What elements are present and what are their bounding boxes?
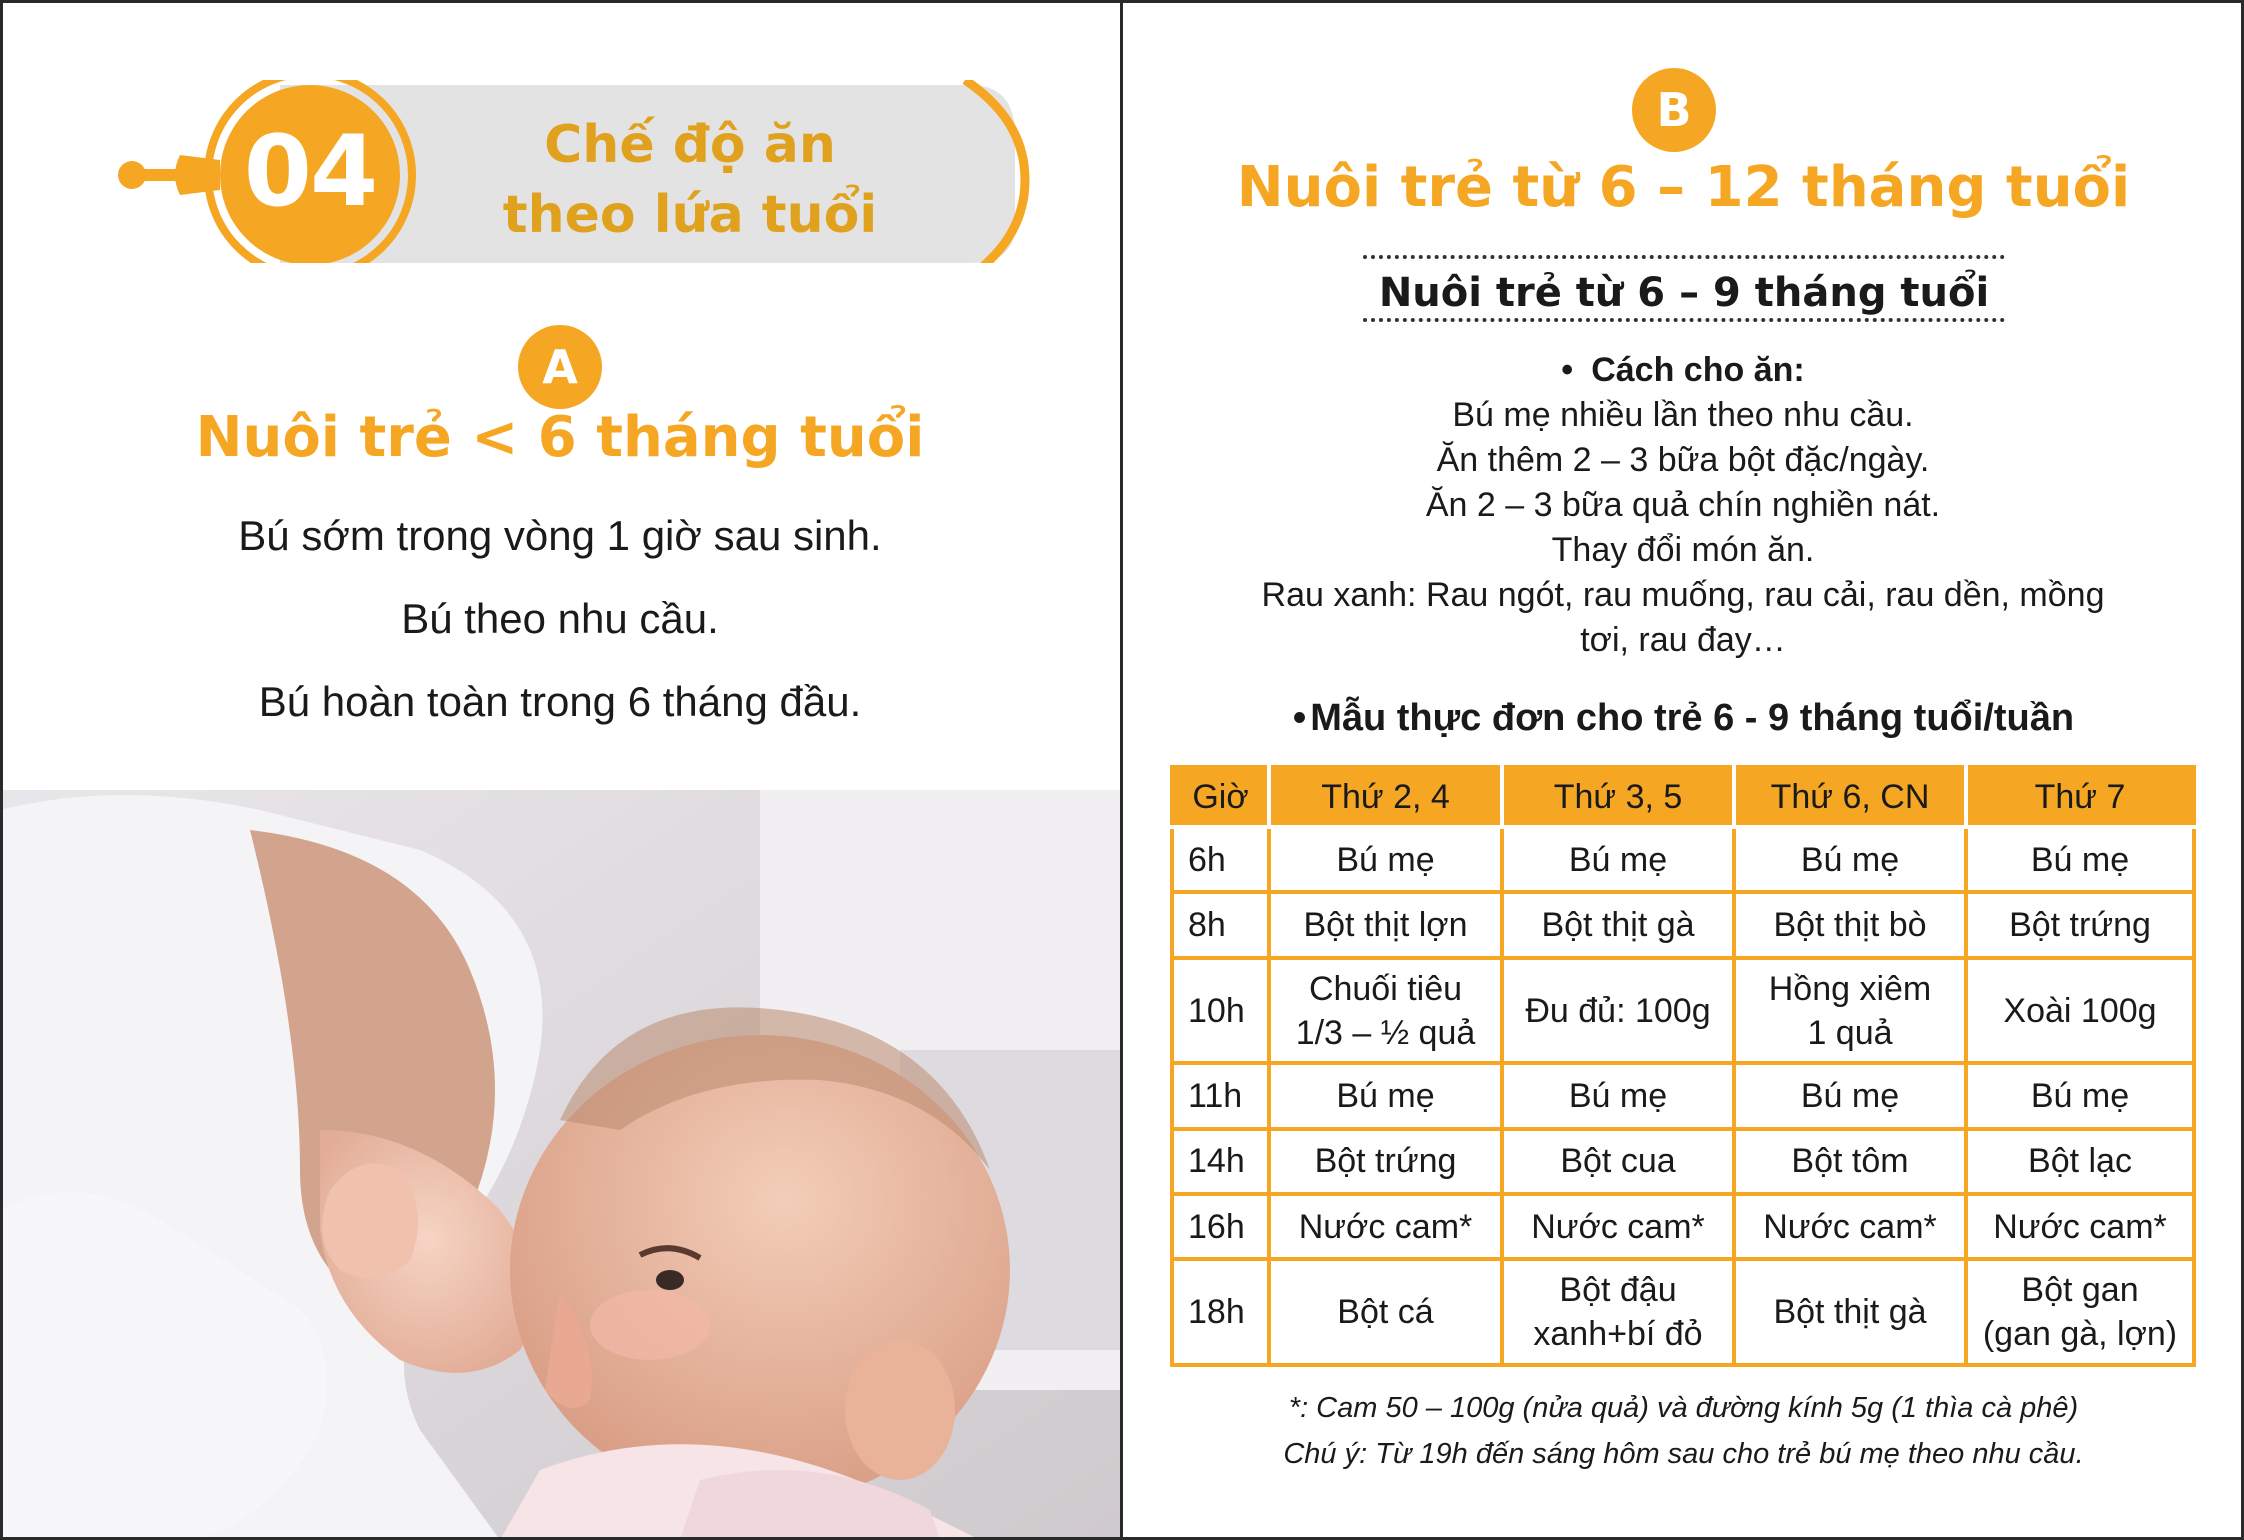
section-a-title: Nuôi trẻ < 6 tháng tuổi [195, 405, 925, 470]
section-a-line: Bú sớm trong vòng 1 giờ sau sinh. [238, 512, 882, 559]
feeding-line: Ăn thêm 2 – 3 bữa bột đặc/ngày. [1436, 441, 1930, 479]
menu-cell: Đu đủ: 100g [1502, 958, 1734, 1064]
menu-cell: Bú mẹ [1734, 1063, 1966, 1128]
menu-cell: Bú mẹ [1502, 827, 1734, 892]
menu-cell: Bột gan (gan gà, lợn) [1966, 1259, 2194, 1365]
hour-cell: 16h [1172, 1194, 1269, 1259]
chapter-title [450, 110, 930, 250]
feeding-line: Ăn 2 – 3 bữa quả chín nghiền nát. [1425, 486, 1941, 524]
table-row [1172, 1063, 2194, 1128]
feeding-heading [1183, 348, 2183, 393]
chapter-number: 04 [243, 115, 377, 229]
menu-cell: Bột thịt gà [1502, 892, 1734, 957]
subsection-title: Nuôi trẻ từ 6 – 9 tháng tuổi [1378, 270, 1990, 316]
table-row [1172, 1129, 2194, 1194]
menu-cell: Bột tôm [1734, 1129, 1966, 1194]
menu-cell: Bú mẹ [1734, 827, 1966, 892]
menu-cell: Nước cam* [1734, 1194, 1966, 1259]
table-row [1172, 827, 2194, 892]
header-cell: Thứ 7 [1966, 767, 2194, 827]
chapter-title-line-1: Chế độ ăn [544, 115, 836, 175]
menu-cell: Bột lạc [1966, 1129, 2194, 1194]
menu-cell: Bú mẹ [1269, 827, 1502, 892]
weekly-menu-table [1170, 765, 2196, 1367]
chapter-title-line-2: theo lứa tuổi [502, 185, 878, 245]
table-header-row [1172, 767, 2194, 827]
breastfeeding-illustration [0, 790, 1120, 1540]
menu-cell: Bột thịt lợn [1269, 892, 1502, 957]
menu-cell: Bú mẹ [1502, 1063, 1734, 1128]
menu-cell: Bột trứng [1269, 1129, 1502, 1194]
menu-cell: Bột đậu xanh+bí đỏ [1502, 1259, 1734, 1365]
menu-title-label: Mẫu thực đơn cho trẻ 6 - 9 tháng tuổi/tuần [1310, 697, 2075, 739]
table-row [1172, 958, 2194, 1064]
menu-cell: Bú mẹ [1966, 827, 2194, 892]
footnotes [1123, 1385, 2244, 1477]
feeding-heading-label: Cách cho ăn: [1591, 351, 1805, 389]
menu-cell: Bột cá [1269, 1259, 1502, 1365]
hour-cell: 11h [1172, 1063, 1269, 1128]
bullet: • [1561, 351, 1574, 389]
section-a-badge: A [518, 325, 602, 409]
chapter-header [110, 80, 1030, 280]
hour-cell: 14h [1172, 1129, 1269, 1194]
feeding-line: Bú mẹ nhiều lần theo nhu cầu. [1452, 396, 1914, 434]
menu-cell: Bú mẹ [1966, 1063, 2194, 1128]
section-a-line: Bú theo nhu cầu. [401, 595, 719, 642]
menu-cell: Hồng xiêm 1 quả [1734, 958, 1966, 1064]
header-cell: Thứ 6, CN [1734, 767, 1966, 827]
menu-title [1123, 697, 2244, 740]
menu-cell: Nước cam* [1966, 1194, 2194, 1259]
feeding-instructions [1183, 348, 2183, 663]
section-b-title: Nuôi trẻ từ 6 – 12 tháng tuổi [1236, 155, 2131, 220]
footnote: Chú ý: Từ 19h đến sáng hôm sau cho trẻ bú mẹ theo nhu cầu. [1283, 1438, 2084, 1470]
header-cell: Thứ 3, 5 [1502, 767, 1734, 827]
table-row [1172, 1259, 2194, 1365]
section-b-badge: B [1632, 68, 1716, 152]
feeding-line: tơi, rau đay… [1580, 621, 1786, 659]
header-cell: Giờ [1172, 767, 1269, 827]
left-page [0, 0, 1120, 1540]
footnote: *: Cam 50 – 100g (nửa quả) và đường kính 5g (1 thìa cà phê) [1288, 1392, 2079, 1424]
hour-cell: 6h [1172, 827, 1269, 892]
feeding-line: Rau xanh: Rau ngót, rau muống, rau cải, rau dền, mồng [1261, 576, 2105, 614]
right-page [1123, 0, 2244, 1540]
menu-cell: Chuối tiêu 1/3 – ½ quả [1269, 958, 1502, 1064]
menu-cell: Nước cam* [1502, 1194, 1734, 1259]
bullet: • [1292, 697, 1307, 739]
hour-cell: 18h [1172, 1259, 1269, 1365]
dotted-rule-bottom [1363, 318, 2005, 322]
menu-cell: Bột thịt bò [1734, 892, 1966, 957]
dotted-rule-top [1363, 255, 2005, 259]
table-row [1172, 1194, 2194, 1259]
menu-cell: Nước cam* [1269, 1194, 1502, 1259]
menu-cell: Xoài 100g [1966, 958, 2194, 1064]
header-cell: Thứ 2, 4 [1269, 767, 1502, 827]
hour-cell: 10h [1172, 958, 1269, 1064]
section-a-line: Bú hoàn toàn trong 6 tháng đầu. [258, 678, 862, 725]
table-row [1172, 892, 2194, 957]
menu-cell: Bột thịt gà [1734, 1259, 1966, 1365]
breastfeeding-photo [0, 790, 1120, 1540]
menu-cell: Bột trứng [1966, 892, 2194, 957]
hour-cell: 8h [1172, 892, 1269, 957]
menu-cell: Bú mẹ [1269, 1063, 1502, 1128]
feeding-line: Thay đổi món ăn. [1551, 531, 1815, 569]
section-a-text [60, 512, 1060, 764]
menu-cell: Bột cua [1502, 1129, 1734, 1194]
table-body [1172, 827, 2194, 1365]
